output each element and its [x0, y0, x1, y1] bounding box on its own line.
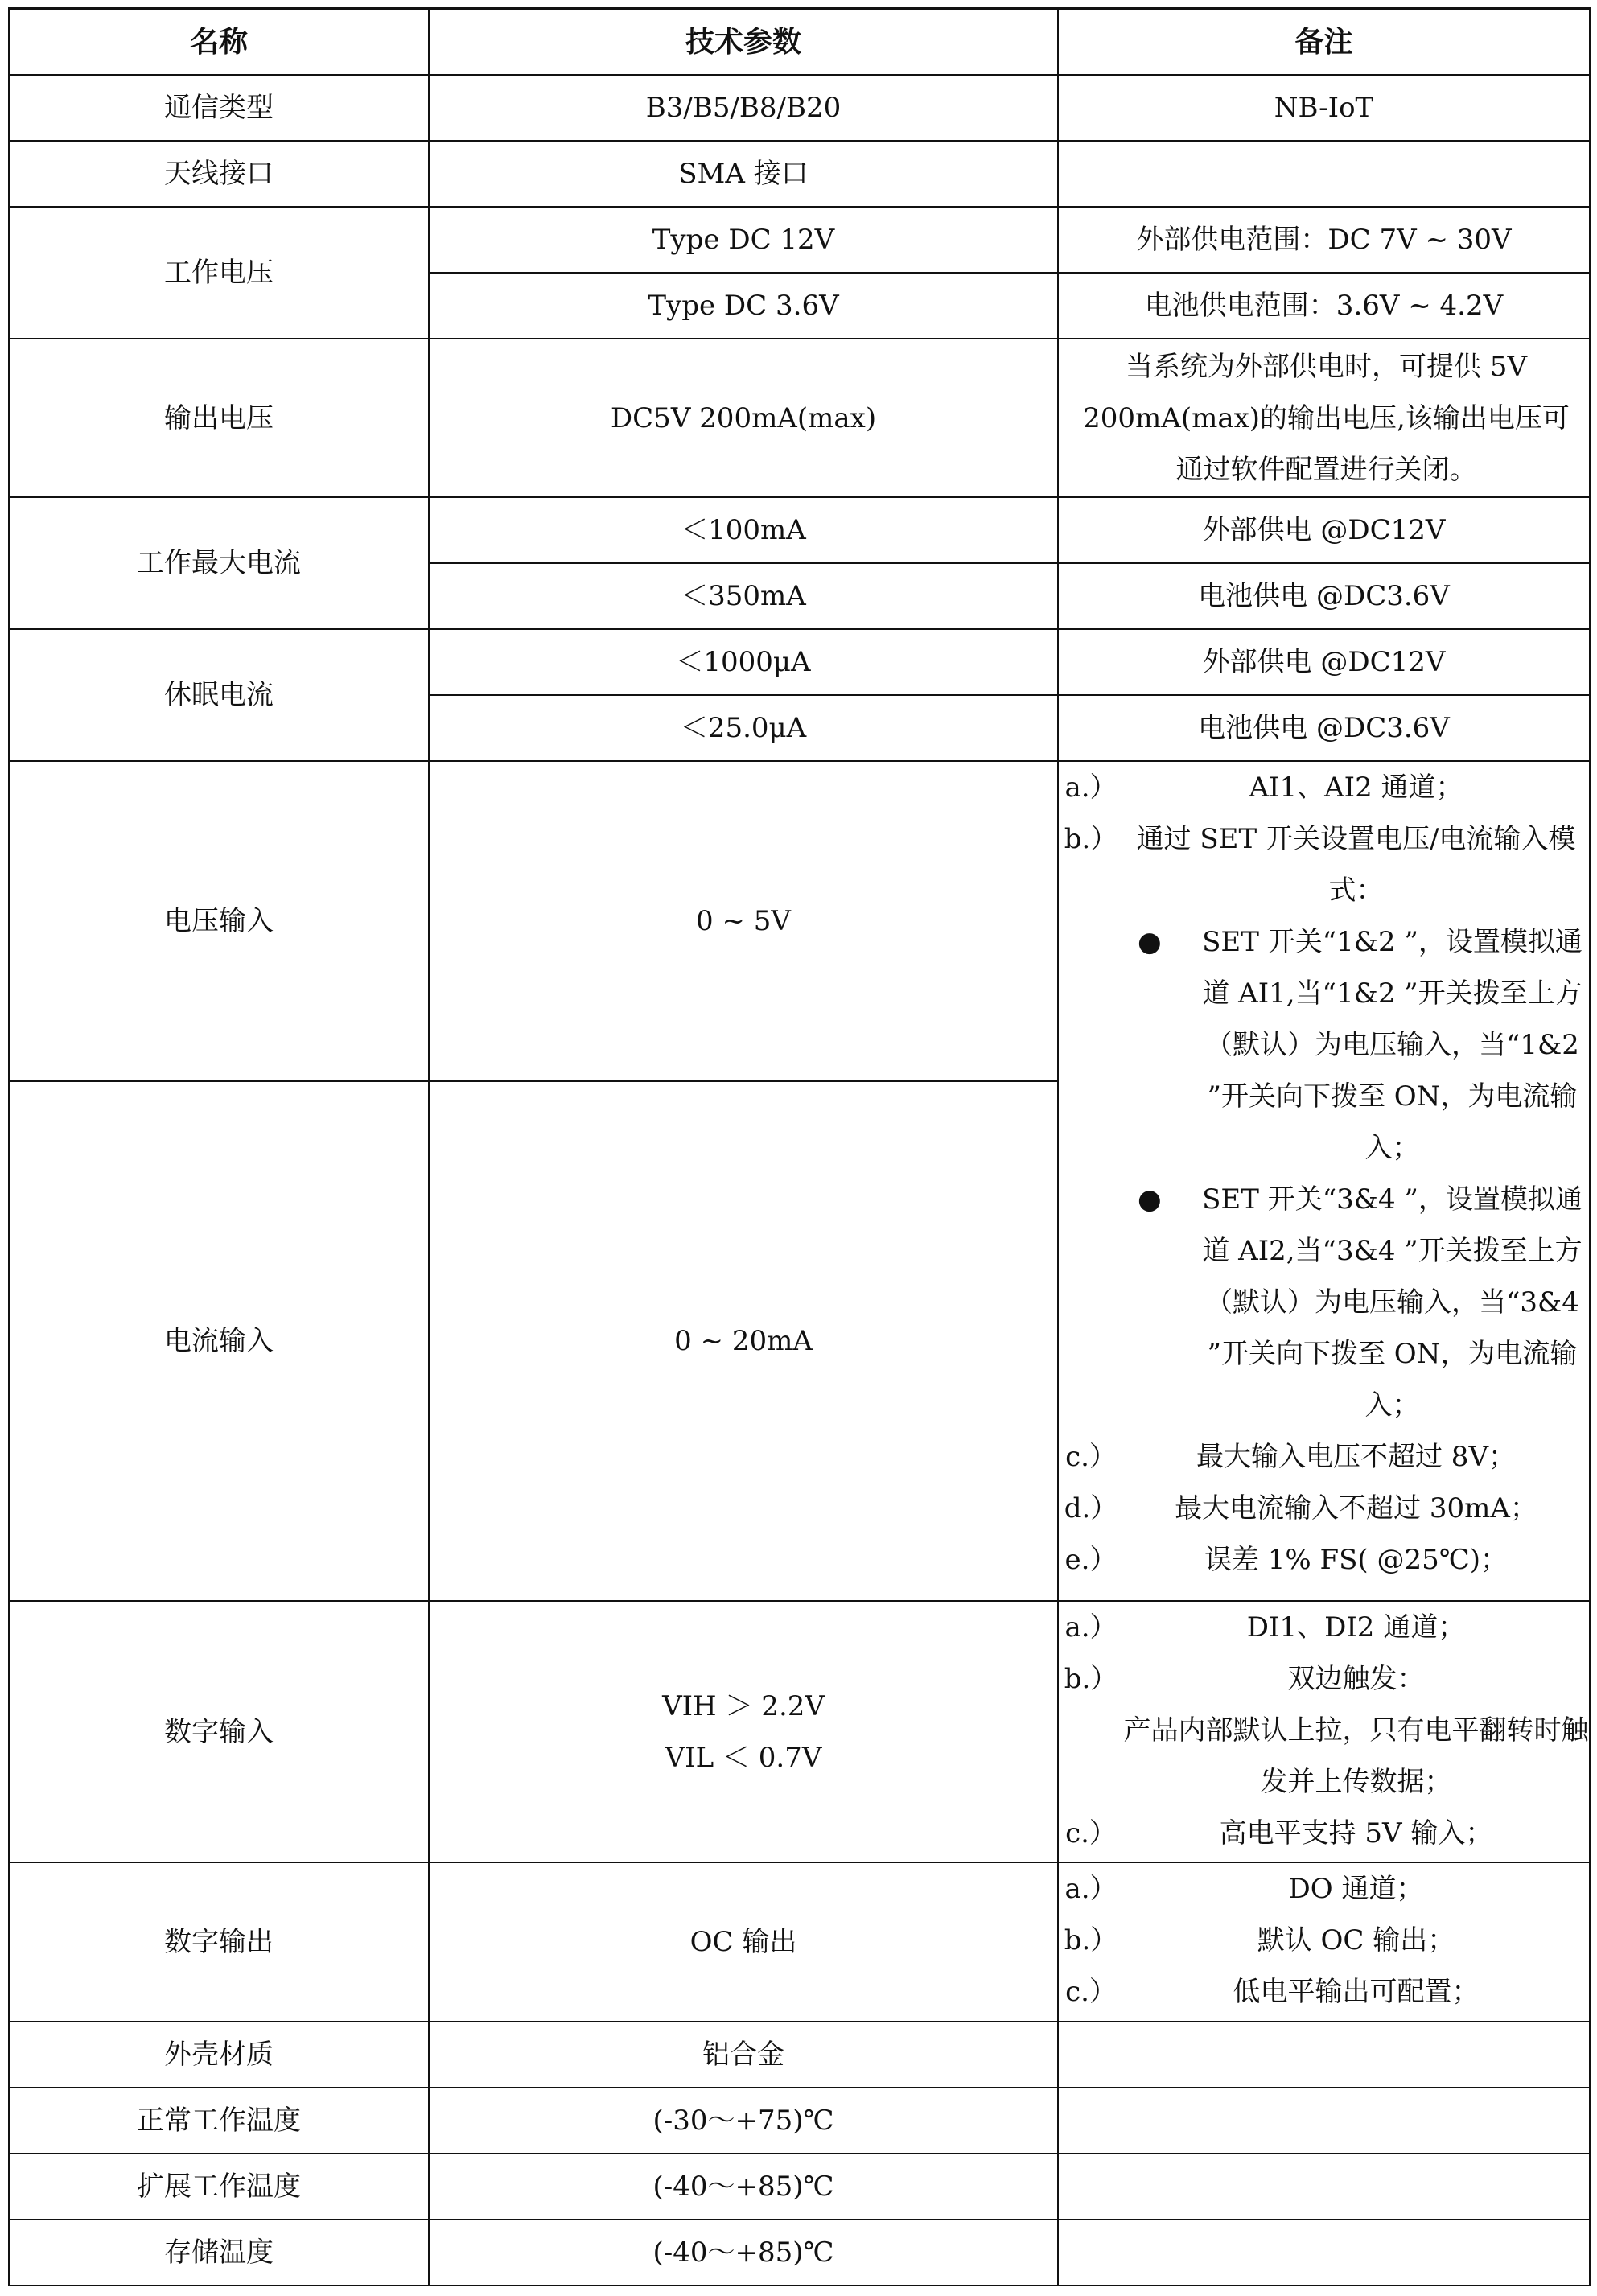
row-param: B3/B5/B8/B20 [429, 75, 1058, 141]
table-row [9, 761, 1590, 1081]
row-param: (-30～+75)℃ [429, 2088, 1058, 2154]
row-note [1058, 1862, 1590, 2022]
row-name: 存储温度 [9, 2220, 429, 2286]
row-name: 正常工作温度 [9, 2088, 429, 2154]
note-text: 最大输入电压不超过 8V； [1196, 1441, 1516, 1473]
row-note: 电池供电范围：3.6V ~ 4.2V [1058, 273, 1590, 339]
filled-circle-icon: ● [1138, 926, 1162, 958]
note-item [1059, 1915, 1589, 1966]
note-mark: b.） [1064, 1663, 1118, 1695]
row-note: 当系统为外部供电时，可提供 5V 200mA(max)的输出电压,该输出电压可通过软件配置进行关闭。 [1058, 339, 1590, 497]
row-name: 通信类型 [9, 75, 429, 141]
table-row [9, 2022, 1590, 2088]
note-sub-text: 产品内部默认上拉，只有电平翻转时触发并上传数据； [1123, 1714, 1589, 1798]
note-mark: a.） [1064, 1611, 1117, 1644]
note-item [1059, 762, 1589, 813]
row-name: 休眠电流 [9, 629, 429, 761]
row-note: 外部供电 @DC12V [1058, 629, 1590, 695]
row-param: ＜350mA [429, 563, 1058, 629]
note-text: 低电平输出可配置； [1233, 1976, 1480, 2008]
note-mark: c.） [1065, 1976, 1117, 2008]
note-text: DI1、DI2 通道； [1246, 1611, 1466, 1644]
note-item [1059, 1431, 1589, 1483]
filled-circle-icon: ● [1138, 1183, 1162, 1216]
note-text: 通过 SET 开关设置电压/电流输入模式： [1136, 823, 1576, 907]
param-line: VIL ＜ 0.7V [665, 1741, 822, 1774]
header-name: 名称 [9, 9, 429, 75]
table-row [9, 141, 1590, 207]
analog-note-cell [1058, 761, 1590, 1601]
row-name: 工作电压 [9, 207, 429, 339]
spec-table [8, 7, 1591, 2286]
row-name: 外壳材质 [9, 2022, 429, 2088]
note-mark: e.） [1064, 1544, 1117, 1576]
row-note: 外部供电范围：DC 7V ~ 30V [1058, 207, 1590, 273]
row-param: Type DC 12V [429, 207, 1058, 273]
note-text: 默认 OC 输出； [1257, 1924, 1455, 1957]
note-text: 最大电流输入不超过 30mA； [1175, 1492, 1537, 1524]
param-line: VIH ＞ 2.2V [662, 1689, 825, 1722]
row-name: 数字输入 [9, 1601, 429, 1862]
row-note [1058, 1601, 1590, 1862]
table-row [9, 497, 1590, 563]
note-item [1059, 1483, 1589, 1534]
row-param: Type DC 3.6V [429, 273, 1058, 339]
row-note: NB-IoT [1058, 75, 1590, 141]
table-row [9, 75, 1590, 141]
note-text: DO 通道； [1288, 1873, 1424, 1905]
row-param: (-40～+85)℃ [429, 2220, 1058, 2286]
row-param: (-40～+85)℃ [429, 2154, 1058, 2220]
note-item [1059, 1653, 1589, 1705]
bullet-text: SET 开关“3&4 ”，设置模拟通道 AI2,当“3&4 ”开关拨至上方（默认）为电压输入，当“3&4 ”开关向下拨至 ON，为电流输入； [1202, 1183, 1583, 1422]
note-mark: b.） [1064, 823, 1118, 855]
note-text: AI1、AI2 通道； [1249, 772, 1463, 804]
bullet-item [1059, 916, 1589, 1174]
row-param: 0 ~ 5V [429, 761, 1058, 1081]
row-note: 外部供电 @DC12V [1058, 497, 1590, 563]
row-param: 0 ~ 20mA [429, 1081, 1058, 1601]
row-note [1058, 141, 1590, 207]
note-mark: a.） [1064, 1873, 1117, 1905]
row-note [1058, 2154, 1590, 2220]
note-text: 双边触发： [1287, 1663, 1425, 1695]
row-name: 电流输入 [9, 1081, 429, 1601]
note-item [1059, 1966, 1589, 2018]
row-note: 电池供电 @DC3.6V [1058, 695, 1590, 761]
note-mark: b.） [1064, 1924, 1118, 1957]
note-item [1059, 1808, 1589, 1859]
note-mark: c.） [1065, 1441, 1117, 1473]
row-param: SMA 接口 [429, 141, 1058, 207]
header-param: 技术参数 [429, 9, 1058, 75]
table-row [9, 1601, 1590, 1862]
row-note [1058, 2022, 1590, 2088]
table-row [9, 1862, 1590, 2022]
row-name: 数字输出 [9, 1862, 429, 2022]
row-param: 铝合金 [429, 2022, 1058, 2088]
note-mark: a.） [1064, 772, 1117, 804]
table-row [9, 339, 1590, 497]
row-name: 工作最大电流 [9, 497, 429, 629]
row-param: DC5V 200mA(max) [429, 339, 1058, 497]
table-header-row [9, 9, 1590, 75]
note-item [1059, 1602, 1589, 1653]
note-text: 误差 1% FS( @25℃)； [1204, 1544, 1509, 1576]
bullet-item [1059, 1174, 1589, 1431]
row-param: ＜1000μA [429, 629, 1058, 695]
note-mark: d.） [1064, 1492, 1118, 1524]
row-note: 电池供电 @DC3.6V [1058, 563, 1590, 629]
table-row [9, 629, 1590, 695]
row-name: 扩展工作温度 [9, 2154, 429, 2220]
row-note [1058, 2220, 1590, 2286]
header-note: 备注 [1058, 9, 1590, 75]
row-param [429, 1601, 1058, 1862]
bullet-text: SET 开关“1&2 ”，设置模拟通道 AI1,当“1&2 ”开关拨至上方（默认）为电压输入，当“1&2 ”开关向下拨至 ON，为电流输入； [1202, 926, 1583, 1164]
note-item [1059, 1863, 1589, 1915]
table-row [9, 2088, 1590, 2154]
row-name: 输出电压 [9, 339, 429, 497]
row-param: ＜100mA [429, 497, 1058, 563]
row-note [1058, 2088, 1590, 2154]
note-mark: c.） [1065, 1817, 1117, 1850]
note-text: 高电平支持 5V 输入； [1219, 1817, 1493, 1850]
table-row [9, 2220, 1590, 2286]
note-item [1059, 1534, 1589, 1586]
row-name: 天线接口 [9, 141, 429, 207]
row-param: OC 输出 [429, 1862, 1058, 2022]
row-param: ＜25.0μA [429, 695, 1058, 761]
note-item [1059, 813, 1589, 916]
table-row [9, 207, 1590, 273]
row-name: 电压输入 [9, 761, 429, 1081]
table-row [9, 2154, 1590, 2220]
